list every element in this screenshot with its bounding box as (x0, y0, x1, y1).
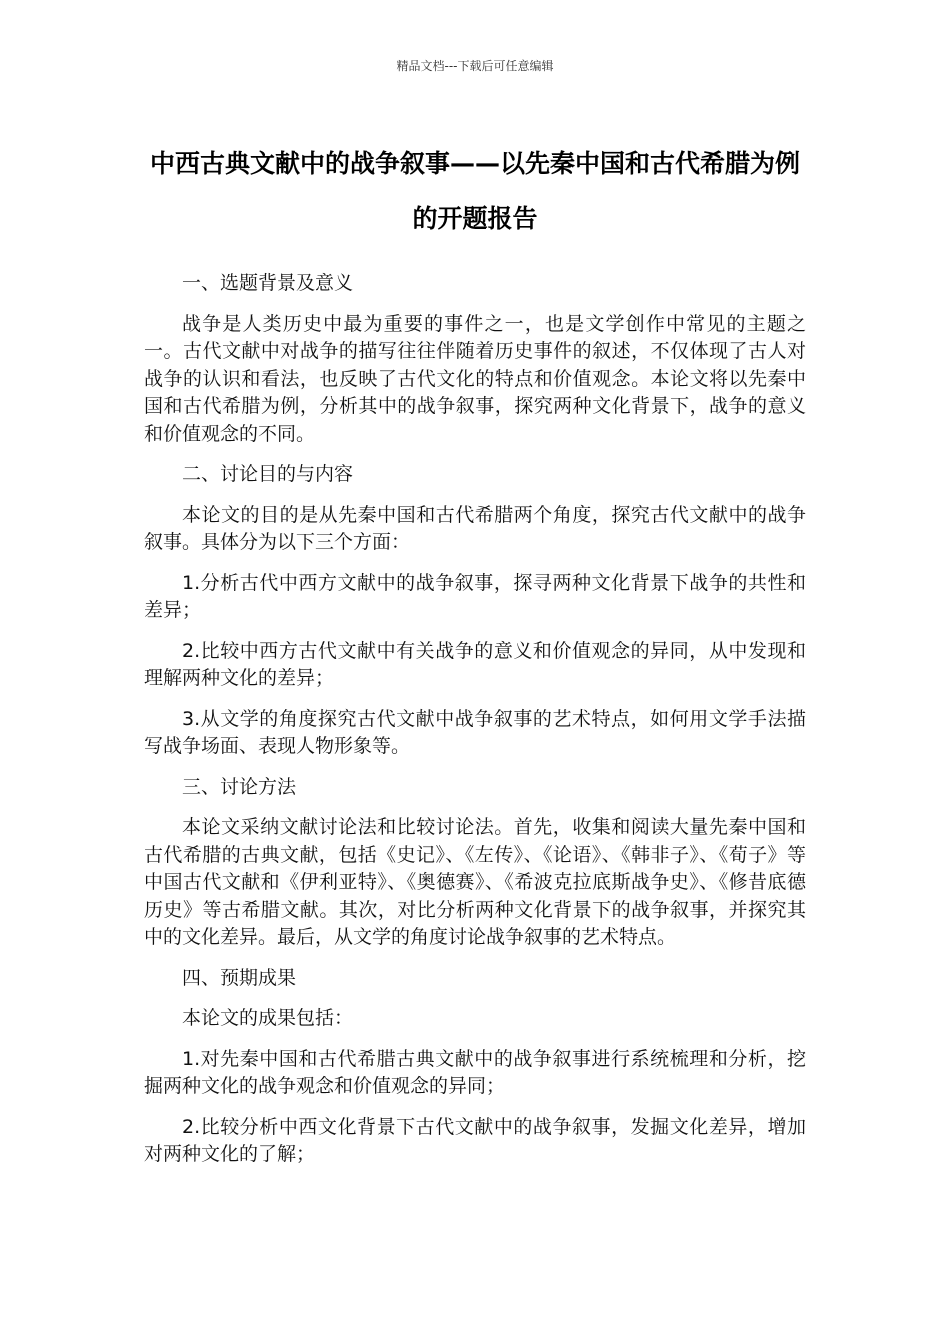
outcome-item-2: 2.比较分析中西文化背景下古代文献中的战争叙事，发掘文化差异，增加对两种文化的了解； (144, 1115, 806, 1165)
document-body (144, 270, 806, 1182)
paragraph-method: 本论文采纳文献讨论法和比较讨论法。首先，收集和阅读大量先秦中国和古代希腊的古典文献，包括《史记》、《左传》、《论语》、《韩非子》、《荀子》等中国古代文献和《伊利亚特》、《奥德赛》、《希波克拉底斯战争史》、《修昔底德历史》等古希腊文献。其次，对比分析两种文化背景下的战争叙事，并探究其中的文化差异。最后，从文学的角度讨论战争叙事的艺术特点。 (144, 816, 806, 948)
section-heading-background: 一、选题背景及意义 (182, 272, 354, 294)
purpose-item-3: 3.从文学的角度探究古代文献中战争叙事的艺术特点，如何用文学手法描写战争场面、表现人物形象等。 (144, 707, 806, 757)
section-heading-purpose: 二、讨论目的与内容 (182, 463, 354, 485)
section-heading-outcomes: 四、预期成果 (182, 966, 297, 989)
paragraph-background: 战争是人类历史中最为重要的事件之一，也是文学创作中常见的主题之一。古代文献中对战争的描写往往伴随着历史事件的叙述，不仅体现了古人对战争的认识和看法，也反映了古代文化的特点和价值观念。本论文将以先秦中国和古代希腊为例，分析其中的战争叙事，探究两种文化背景下，战争的意义和价值观念的不同。 (144, 312, 806, 445)
header-note: 精品文档---下载后可任意编辑 (396, 59, 554, 73)
section-heading-method: 三、讨论方法 (182, 775, 297, 798)
purpose-item-2: 2.比较中西方古代文献中有关战争的意义和价值观念的异同，从中发现和理解两种文化的差异； (144, 639, 806, 689)
outcome-item-1: 1.对先秦中国和古代希腊古典文献中的战争叙事进行系统梳理和分析，挖掘两种文化的战争观念和价值观念的异同； (144, 1047, 806, 1097)
paragraph-outcomes: 本论文的成果包括： (182, 1007, 354, 1029)
document-title: 中西古典文献中的战争叙事——以先秦中国和古代希腊为例的开题报告 (149, 149, 800, 233)
paragraph-purpose: 本论文的目的是从先秦中国和古代希腊两个角度，探究古代文献中的战争叙事。具体分为以下三个方面： (144, 503, 806, 553)
purpose-item-1: 1.分析古代中西方文献中的战争叙事，探寻两种文化背景下战争的共性和差异； (144, 571, 806, 621)
